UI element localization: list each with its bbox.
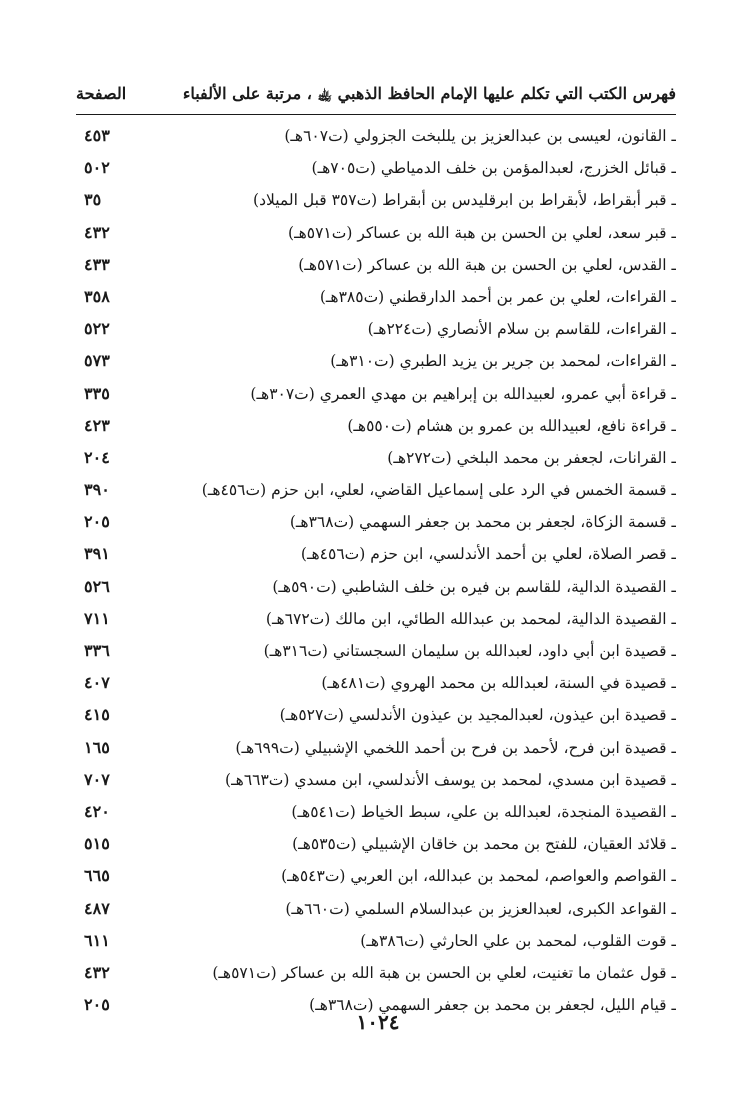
index-entry — [76, 283, 676, 315]
entry-title: ـ القراءات، لعلي بن عمر بن أحمد الدارقطني (ت٣٨٥هـ) — [319, 287, 676, 306]
index-entry — [76, 637, 676, 669]
index-entry — [76, 315, 676, 347]
index-entry — [76, 895, 676, 927]
entry-page-number: ٣٣٥ — [84, 383, 110, 403]
entry-title: ـ القصيدة الدالية، لمحمد بن عبدالله الطائي، ابن مالك (ت٦٧٢هـ) — [265, 609, 676, 628]
entry-title: ـ قبائل الخزرج، لعبدالمؤمن بن خلف الدمياطي (ت٧٠٥هـ) — [311, 159, 676, 178]
index-entry — [76, 798, 676, 830]
entry-page-number: ٢٠٥ — [84, 995, 110, 1015]
entry-title: ـ القصيدة الدالية، للقاسم بن فيره بن خلف الشاطبي (ت٥٩٠هـ) — [272, 577, 676, 596]
entry-title: ـ قبر أبقراط، لأبقراط بن ابرقليدس بن أبقراط (ت٣٥٧ قبل الميلاد) — [253, 191, 676, 210]
entry-page-number: ٦١١ — [84, 930, 110, 950]
page-header — [76, 80, 676, 108]
entry-page-number: ٤٣٣ — [84, 254, 110, 274]
entry-title: ـ القصيدة المنجدة، لعبدالله بن علي، سبط الخياط (ت٥٤١هـ) — [291, 802, 676, 821]
index-entry — [76, 219, 676, 251]
entry-page-number: ٤٢٣ — [84, 415, 110, 435]
index-entry — [76, 508, 676, 540]
index-entry — [76, 186, 676, 218]
index-entry — [76, 380, 676, 412]
entry-page-number: ٥١٥ — [84, 834, 110, 854]
entry-page-number: ٤١٥ — [84, 705, 110, 725]
entry-title: ـ قول عثمان ما تغنيت، لعلي بن الحسن بن هبة الله بن عساكر (ت٥٧١هـ) — [212, 963, 676, 982]
index-entry — [76, 766, 676, 798]
entry-page-number: ٢٠٤ — [84, 447, 110, 467]
entry-page-number: ٢٠٥ — [84, 512, 110, 532]
entry-page-number: ٤٢٠ — [84, 801, 110, 821]
page-column-heading: الصفحة — [76, 84, 127, 103]
entry-page-number: ٥٢٦ — [84, 576, 110, 596]
entry-page-number: ٤٥٣ — [84, 126, 110, 145]
index-entry — [76, 830, 676, 862]
entry-page-number: ١٦٥ — [84, 737, 110, 757]
index-entry — [76, 444, 676, 476]
entry-page-number: ٤٣٢ — [84, 962, 110, 982]
entry-page-number: ٥٢٢ — [84, 319, 110, 339]
entry-title: ـ قسمة الخمس في الرد على إسماعيل القاضي، لعلي، ابن حزم (ت٤٥٦هـ) — [201, 481, 676, 500]
entry-title: ـ قبر سعد، لعلي بن الحسن بن هبة الله بن عساكر (ت٥٧١هـ) — [288, 223, 676, 242]
index-entry — [76, 347, 676, 379]
entry-title: ـ القواعد الكبرى، لعبدالعزيز بن عبدالسلام السلمي (ت٦٦٠هـ) — [285, 899, 676, 918]
index-entry — [76, 476, 676, 508]
index-entry — [76, 251, 676, 283]
entry-page-number: ٤٠٧ — [84, 673, 110, 693]
index-entry — [76, 412, 676, 444]
entry-page-number: ٣٩١ — [84, 544, 110, 564]
entry-page-number: ٣٩٠ — [84, 480, 110, 500]
index-title: فهرس الكتب التي تكلم عليها الإمام الحافظ الذهبي ﵀ ، مرتبة على الألفباء — [182, 84, 676, 103]
entry-title: ـ قصر الصلاة، لعلي بن أحمد الأندلسي، ابن حزم (ت٤٥٦هـ) — [300, 545, 676, 564]
entry-page-number: ٤٣٢ — [84, 222, 110, 242]
entry-title: ـ القانون، لعيسى بن عبدالعزيز بن يللبخت الجزولي (ت٦٠٧هـ) — [284, 127, 676, 145]
entry-title: ـ قراءة أبي عمرو، لعبيدالله بن إبراهيم بن مهدي العمري (ت٣٠٧هـ) — [250, 384, 676, 403]
entry-title: ـ قوت القلوب، لمحمد بن علي الحارثي (ت٣٨٦هـ) — [360, 931, 676, 950]
entry-title: ـ قصيدة ابن أبي داود، لعبدالله بن سليمان السجستاني (ت٣١٦هـ) — [263, 642, 676, 660]
entry-title: ـ القراءات، لمحمد بن جرير بن يزيد الطبري (ت٣١٠هـ) — [330, 352, 676, 371]
index-entry — [76, 154, 676, 186]
index-entry — [76, 862, 676, 894]
entry-title: ـ القدس، لعلي بن الحسن بن هبة الله بن عساكر (ت٥٧١هـ) — [298, 255, 676, 274]
entry-title: ـ قلائد العقيان، للفتح بن محمد بن خاقان الإشبيلي (ت٥٣٥هـ) — [292, 835, 676, 854]
entry-title: ـ قسمة الزكاة، لجعفر بن محمد بن جعفر السهمي (ت٣٦٨هـ) — [289, 513, 676, 532]
entry-title: ـ قراءة نافع، لعبيدالله بن عمرو بن هشام (ت٥٥٠هـ) — [347, 416, 676, 435]
entry-page-number: ٣٣٦ — [84, 641, 110, 660]
index-entry — [76, 540, 676, 572]
entry-title: ـ قصيدة ابن عيذون، لعبدالمجيد بن عيذون الأندلسي (ت٥٢٧هـ) — [279, 706, 676, 725]
entry-page-number: ٦٦٥ — [84, 866, 110, 886]
entry-page-number: ٧٠٧ — [84, 769, 110, 789]
entry-page-number: ٣٥٨ — [84, 286, 110, 306]
entry-page-number: ٥٠٢ — [84, 158, 110, 178]
index-entry — [76, 927, 676, 959]
entry-title: ـ القرانات، لجعفر بن محمد البلخي (ت٢٧٢هـ) — [387, 448, 676, 467]
entry-title: ـ قصيدة ابن فرح، لأحمد بن فرح بن أحمد اللخمي الإشبيلي (ت٦٩٩هـ) — [235, 738, 676, 757]
index-entry — [76, 605, 676, 637]
entry-title: ـ قصيدة ابن مسدي، لمحمد بن يوسف الأندلسي، ابن مسدي (ت٦٦٣هـ) — [225, 770, 676, 789]
entry-page-number: ٧١١ — [84, 608, 110, 628]
index-entry — [76, 573, 676, 605]
entry-page-number: ٤٨٧ — [84, 898, 110, 918]
index-entry — [76, 669, 676, 701]
entry-title: ـ قيام الليل، لجعفر بن محمد بن جعفر السهمي (ت٣٦٨هـ) — [309, 996, 676, 1015]
entry-title: ـ القواصم والعواصم، لمحمد بن عبدالله، ابن العربي (ت٥٤٣هـ) — [281, 867, 676, 886]
index-entry — [76, 959, 676, 991]
entry-title: ـ قصيدة في السنة، لعبدالله بن محمد الهروي (ت٤٨١هـ) — [321, 674, 676, 693]
index-entry — [76, 122, 676, 154]
entry-page-number: ٥٧٣ — [84, 351, 110, 371]
entry-title: ـ القراءات، للقاسم بن سلام الأنصاري (ت٢٢٤هـ) — [367, 320, 676, 339]
header-divider — [76, 114, 676, 115]
index-entry — [76, 734, 676, 766]
index-entry — [76, 701, 676, 733]
index-entries-list — [76, 122, 676, 1023]
page-number: ١٠٢٤ — [356, 1010, 400, 1034]
entry-page-number: ٣٥ — [84, 190, 102, 210]
